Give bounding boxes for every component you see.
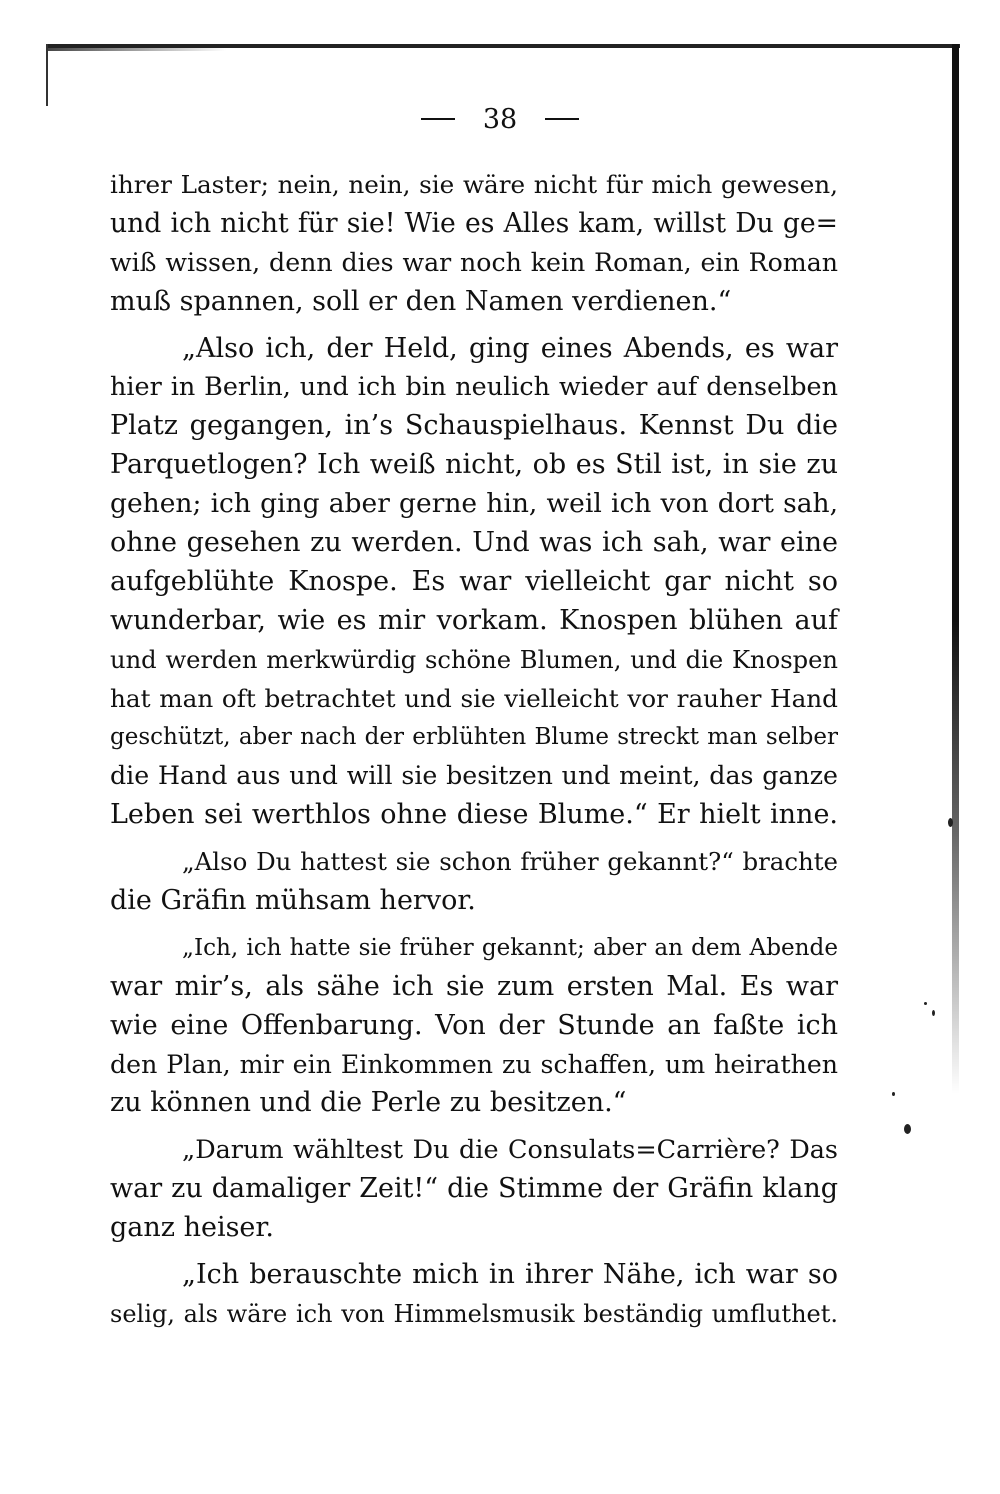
text-line: geschützt, aber nach der erblühten Blume streckt man selber xyxy=(110,724,838,751)
scan-speck xyxy=(948,818,953,827)
page-header xyxy=(0,104,1000,144)
text-line: war mir’s, als sähe ich sie zum ersten Mal. Es war xyxy=(110,970,838,1002)
header-dash-right xyxy=(545,118,579,120)
text-line: „Also Du hattest sie schon früher gekannt?“ brachte xyxy=(182,847,838,877)
text-line: hier in Berlin, und ich bin neulich wieder auf denselben xyxy=(110,372,838,403)
text-line: „Ich berauschte mich in ihrer Nähe, ich war so xyxy=(182,1259,838,1291)
text-line: ohne gesehen zu werden. Und was ich sah, war eine xyxy=(110,527,838,559)
text-line: die Gräfin mühsam hervor. xyxy=(110,885,476,917)
text-line: Platz gegangen, in’s Schauspielhaus. Kennst Du die xyxy=(110,410,838,442)
body-text xyxy=(110,166,838,1334)
header-dash-left xyxy=(421,118,455,120)
text-line: wunderbar, wie es mir vorkam. Knospen blühen auf xyxy=(110,604,838,636)
text-line: „Also ich, der Held, ging eines Abends, es war xyxy=(182,332,838,364)
text-line: zu können und die Perle zu besitzen.“ xyxy=(110,1087,627,1119)
scan-speck xyxy=(932,1010,935,1016)
text-line: „Ich, ich hatte sie früher gekannt; aber an dem Abende xyxy=(182,934,838,961)
text-line: den Plan, mir ein Einkommen zu schaffen, um heirathen xyxy=(110,1049,838,1079)
text-line: ihrer Laster; nein, nein, sie wäre nicht für mich gewesen, xyxy=(110,170,838,199)
text-line: Parquetlogen? Ich weiß nicht, ob es Stil ist, in sie zu xyxy=(110,449,838,481)
text-line: wiß wissen, denn dies war noch kein Roman, ein Roman xyxy=(110,247,838,277)
scan-top-edge-shadow xyxy=(46,48,226,51)
text-line: wie eine Offenbarung. Von der Stunde an faßte ich xyxy=(110,1009,838,1041)
text-line: muß spannen, soll er den Namen verdienen.“ xyxy=(110,285,732,317)
scan-left-edge xyxy=(46,44,48,106)
scan-speck xyxy=(892,1092,895,1096)
text-line: selig, als wäre ich von Himmelsmusik beständig umfluthet. xyxy=(110,1299,838,1328)
scan-right-edge xyxy=(952,44,959,1094)
page-number: 38 xyxy=(482,104,518,135)
text-line: und ich nicht für sie! Wie es Alles kam, willst Du ge= xyxy=(110,207,838,239)
text-line: war zu damaliger Zeit!“ die Stimme der Gräfin klang xyxy=(110,1173,838,1205)
text-line: gehen; ich ging aber gerne hin, weil ich von dort sah, xyxy=(110,488,838,520)
text-line: und werden merkwürdig schöne Blumen, und die Knospen xyxy=(110,645,838,674)
text-line: Leben sei werthlos ohne diese Blume.“ Er hielt inne. xyxy=(110,799,838,831)
text-line: aufgeblühte Knospe. Es war vielleicht gar nicht so xyxy=(110,565,838,597)
text-line: hat man oft betrachtet und sie vielleicht vor rauher Hand xyxy=(110,683,838,713)
text-line: die Hand aus und will sie besitzen und meint, das ganze xyxy=(110,761,838,791)
scan-speck xyxy=(924,1002,927,1005)
text-line: „Darum wähltest Du die Consulats=Carrière? Das xyxy=(182,1135,838,1166)
scan-speck xyxy=(904,1124,911,1134)
text-line: ganz heiser. xyxy=(110,1212,274,1244)
